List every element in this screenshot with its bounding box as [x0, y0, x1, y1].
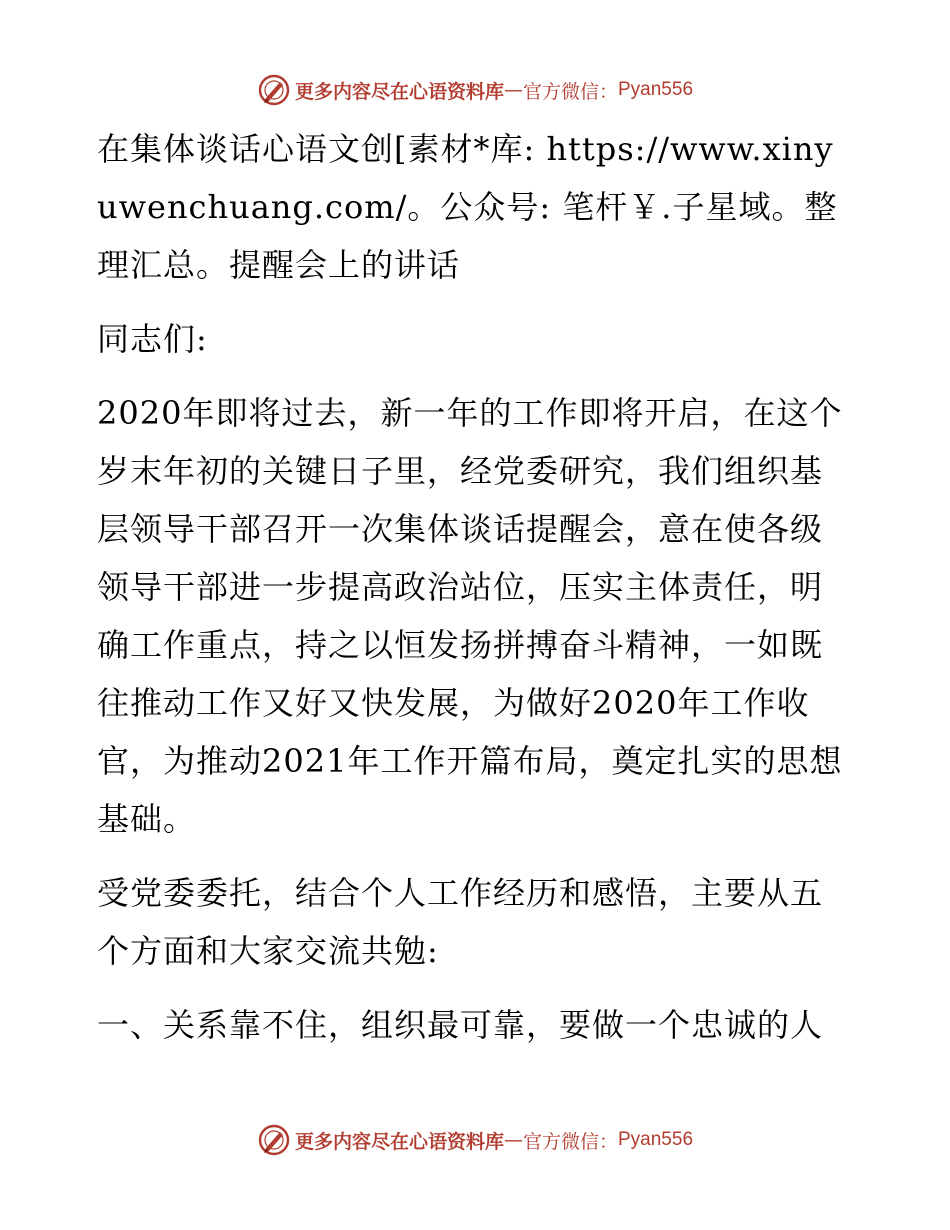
banner-main-text: 更多内容尽在心语资料库: [294, 80, 504, 103]
banner-wechat-id: Pyan556: [618, 79, 694, 100]
banner-wechat-id: Pyan556: [618, 1129, 694, 1150]
banner-wechat-label: 官方微信：: [522, 1130, 618, 1153]
banner-wechat-label: 官方微信：: [522, 80, 618, 103]
document-body: [97, 120, 853, 1070]
purpose-paragraph: 受党委委托，结合个人工作经历和感悟，主要从五个方面和大家交流共勉:: [97, 874, 824, 970]
section-heading-paragraph: 一、关系靠不住，组织最可靠，要做一个忠诚的人: [97, 1006, 824, 1044]
header-watermark-banner: [0, 70, 950, 110]
salutation-paragraph: 同志们:: [97, 320, 208, 358]
pen-logo-icon: [257, 73, 291, 107]
banner-separator: —: [503, 79, 523, 101]
pen-logo-icon: [257, 1123, 291, 1157]
banner-main-text: 更多内容尽在心语资料库: [294, 1130, 504, 1153]
document-title-paragraph: 在集体谈话心语文创[素材*库: https://www.xinyuwenchuang.com/。公众号: 笔杆￥.子星域。整理汇总。提醒会上的讲话: [97, 130, 838, 284]
banner-separator: —: [503, 1129, 523, 1151]
intro-paragraph: 2020年即将过去，新一年的工作即将开启，在这个岁末年初的关键日子里，经党委研究，我们组织基层领导干部召开一次集体谈话提醒会，意在使各级领导干部进一步提高政治站位，压实主体责任，明确工作重点，持之以恒发扬拼搏奋斗精神，一如既往推动工作又好又快发展，为做好2020年工作收官，为推动2021年工作开篇布局，奠定扎实的思想基础。: [97, 394, 843, 838]
footer-watermark-banner: [0, 1120, 950, 1160]
